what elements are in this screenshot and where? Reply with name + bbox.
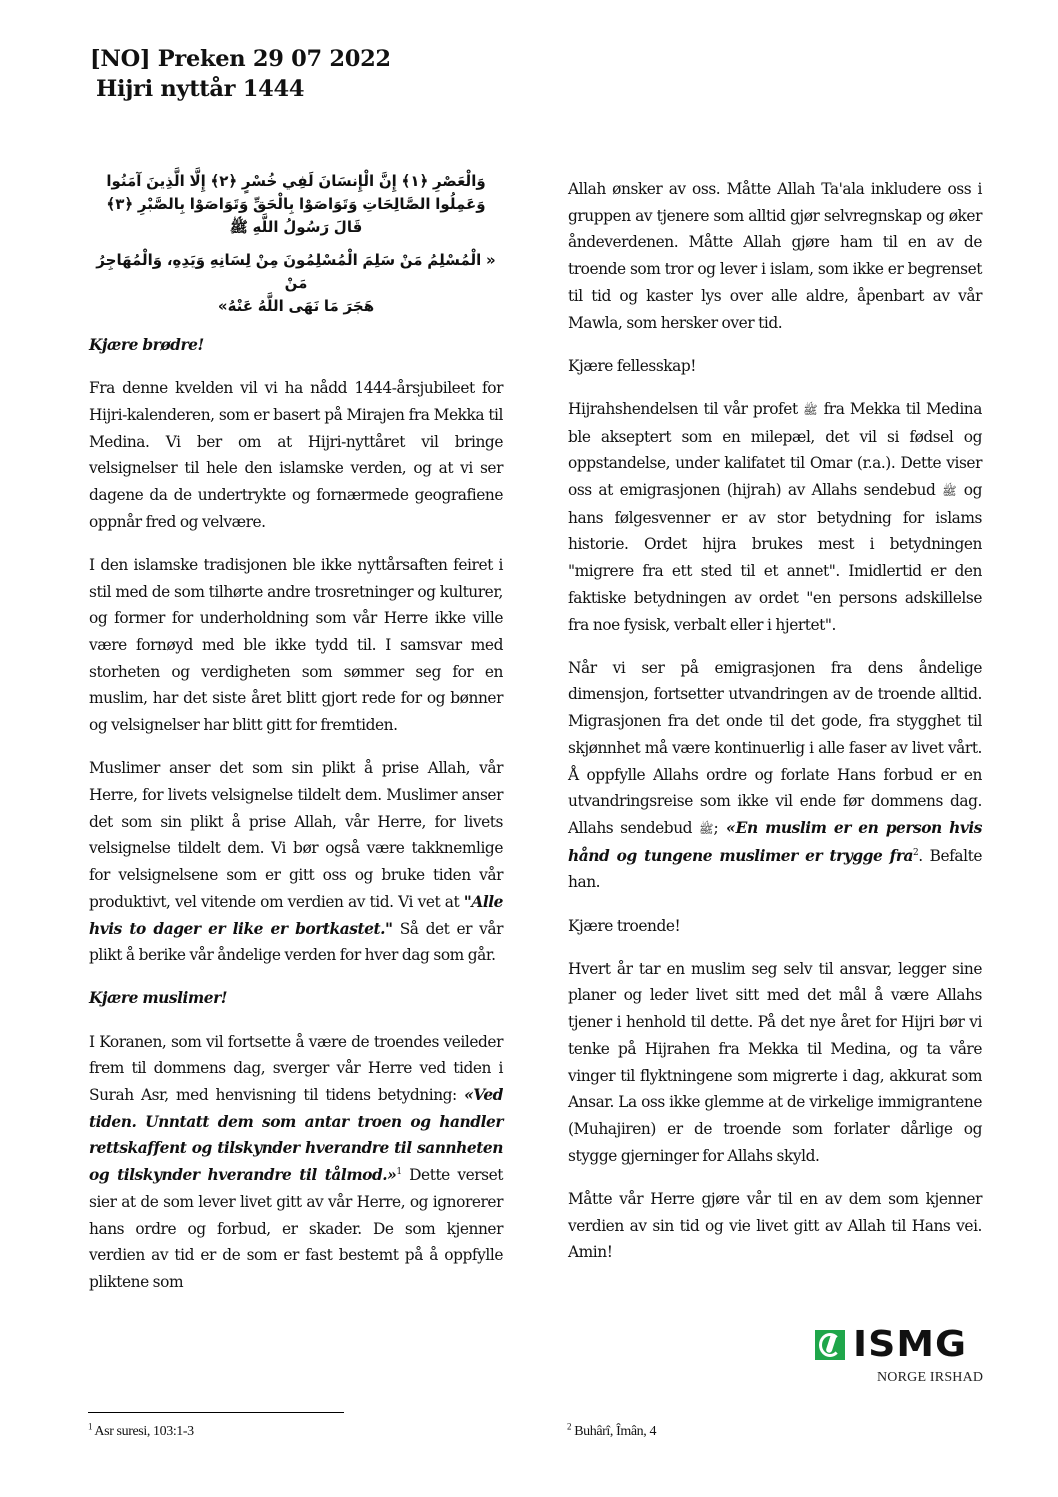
footnote-ref-1[interactable]: 1: [396, 1167, 402, 1178]
paragraph-4: I Koranen, som vil fortsette å være de troendes veileder frem til dommens dag, sverger vår Herre ved tiden i Surah Asr, med henvisning til tidens betydning: «Ved tiden. Unntatt dem som antar troen og handler rettskaffent og tilskynder hverandre til sannheten og tilskynder hverandre til tålmod.»$^1$ Dette verset sier at de som lever livet gitt av vår Herre, og ignorerer hans ordre og forbud, er skader. De som kjenner verdien av tid er de som er fast bestemt på å oppfylle pliktene som: [89, 1032, 503, 1291]
greeting-community: Kjære fellesskap!: [568, 356, 697, 375]
crescent-map-icon: [815, 1330, 845, 1360]
greeting-brothers: Kjære brødre!: [89, 336, 204, 354]
arabic-hadith-line-2: هَجَرَ مَا نَهَى اللَّهُ عَنْهُ»: [217, 297, 375, 315]
document-title: [90, 44, 391, 104]
logo-tagline: NORGE IRSHAD: [877, 1370, 984, 1385]
ismg-logo: [815, 1324, 995, 1392]
arabic-verse-line-1: وَالْعَصْرِ ﴿١﴾ إِنَّ الْإِنسَانَ لَفِي خُسْرٍ ﴿٢﴾ إِلَّا الَّذِينَ آمَنُوا: [106, 172, 486, 190]
quote-hadith: «En muslim er en person hvis hånd og tungene muslimer er trygge fra: [568, 818, 983, 865]
paragraph-3: Muslimer anser det som sin plikt å prise Allah, vår Herre, for livets velsignelse tildelt dem. Muslimer anser det som sin plikt å prise Allah, vår Herre, for livets velsignelse tildelt dem. Vi bør også være takknemlige for velsignelsene som er gitt oss og bruke tiden vår produktivt, vel vitende om verdien av tid. Vi vet at "Alle hvis to dager er like er bortkastet." Så det er vår plikt å berike vår åndelige verden for hver dag som går.: [89, 759, 504, 965]
paragraph-8: Hvert år tar en muslim seg selv til ansvar, legger sine planer og leder livet sitt med det mål å være Allahs tjener i henhold til dette. På det nye året for Hijri bør vi tenke på Hijrahen fra Mekka til Medina, og ta våre vinger til flyktningene som migrerte i dag, akkurat som Ansar. La oss ikke glemme at de virkelige immigrantene (Muhajiren) er de troende som forlater dårlige og stygge gjerninger for Allahs skyld.: [568, 959, 982, 1165]
arabic-verse-line-3: قَالَ رَسُولُ اللَّهِ ﷺ: [229, 218, 363, 236]
arabic-verse-block: [89, 170, 503, 318]
left-column: [89, 170, 503, 1312]
paragraph-6: Hijrahshendelsen til vår profet ﷺ fra Mekka til Medina ble akseptert som en milepæl, det vil si fødsel og oppstandelse, under kalifatet til Omar (r.a.). Dette viser oss at emigrasjonen (hijrah) av Allahs sendebud ﷺ og hans følgesvenner er av stor betydning for islams historie. Ordet hijra brukes mest i betydningen "migrere fra ett sted til et annet". Imidlertid er den faktiske betydningen av ordet "en persons adskillelse fra noe fysisk, verbalt eller i hjertet".: [568, 399, 982, 634]
arabic-hadith-line-1: « الْمُسْلِمُ مَنْ سَلِمَ الْمُسْلِمُونَ مِنْ لِسَانِهِ وَيَدِهِ، وَالْمُهَاجِرُ مَنْ: [96, 251, 496, 292]
salawat-icon: ﷺ: [942, 484, 957, 499]
paragraph-1: Fra denne kvelden vil vi ha nådd 1444-årsjubileet for Hijri-kalenderen, som er basert på Mirajen fra Mekka til Medina. Vi ber om at Hijri-nyttåret vil bringe velsignelser til hele den islamske verden, og at vi ser dagene da de undertrykte og fornærmede geografiene oppnår fred og velvære.: [89, 379, 503, 531]
salawat-icon: ﷺ: [803, 402, 818, 417]
title-line-2: Hijri nyttår 1444: [96, 76, 305, 102]
paragraph-9: Måtte vår Herre gjøre vår til en av dem som kjenner verdien av sin tid og vie livet gitt av Allah til Hans vei. Amin!: [568, 1189, 982, 1262]
paragraph-7: Når vi ser på emigrasjonen fra dens åndelige dimensjon, fortsetter utvandringen av de troende alltid. Migrasjonen fra det onde til det gode, fra stygghet til skjønnhet må være kontinuerlig i alle faser av livet vårt. Å oppfylle Allahs ordre og forlate Hans forbud er en utvandringsreise som ikke vil ende før dommens dag. Allahs sendebud ﷺ; «En muslim er en person hvis hånd og tungene muslimer er trygge fra$^2$. Befalte han.: [568, 658, 983, 892]
paragraph-2: I den islamske tradisjonen ble ikke nyttårsaften feiret i stil med de som tilhørte andre trosretninger og kulturer, og former for underholdning som vår Herre ikke ville være fornøyd med ble ikke tydd til. I samsvar med storheten og verdigheten som sømmer seg for en muslim, har det siste året blitt gjort rede for og bønner og velsignelser har blitt gitt for fremtiden.: [89, 555, 503, 735]
salawat-icon: ﷺ: [698, 821, 714, 836]
quote-wasted-days: "Alle hvis to dager er like er bortkastet.": [89, 892, 503, 938]
greeting-believers: Kjære troende!: [568, 916, 681, 935]
arabic-verse-line-2: وَعَمِلُوا الصَّالِحَاتِ وَتَوَاصَوْا بِالْحَقِّ وَتَوَاصَوْا بِالصَّبْرِ ﴿٣﴾: [106, 195, 486, 213]
title-line-1: [NO] Preken 29 07 2022: [90, 46, 391, 72]
footnote-2: $^2$ Buhârî, Îmân, 4: [567, 1421, 657, 1439]
logo-wordmark: ISMG: [853, 1324, 968, 1365]
quote-surah-asr: «Ved tiden. Unntatt dem som antar troen og handler rettskaffent og tilskynder hverandre til sannheten og tilskynder hverandre til tålmod.»: [89, 1086, 503, 1185]
greeting-muslims: Kjære muslimer!: [89, 989, 228, 1008]
right-column: [568, 176, 982, 1283]
footnote-ref-2[interactable]: 2: [913, 847, 919, 858]
footnote-divider: [88, 1412, 344, 1413]
footnote-1: $^1$ Asr suresi, 103:1-3: [88, 1421, 194, 1439]
paragraph-5: Allah ønsker av oss. Måtte Allah Ta'ala inkludere oss i gruppen av tjenere som alltid gjør selvregnskap og øker åndeverdenen. Måtte Allah gjøre ham til en av de troende som tror og lever i islam, som ikke er begrenset til tid og kaster lys over alle aldre, åpenbart av vår Mawla, som hersker over tid.: [568, 180, 982, 332]
